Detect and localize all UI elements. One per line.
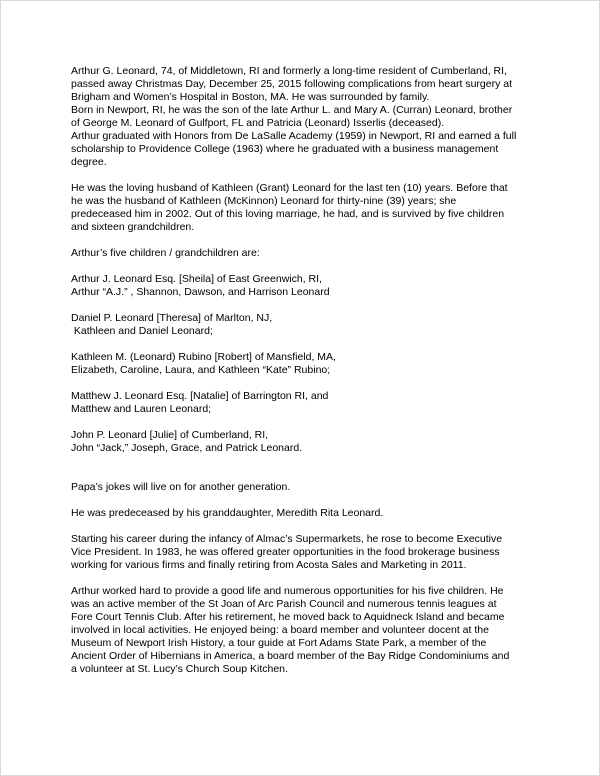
text-line: Arthur J. Leonard Esq. [Sheila] of East Greenwich, RI, [71, 273, 322, 285]
paragraph [71, 585, 553, 676]
paragraph [71, 65, 553, 169]
paragraph [71, 351, 553, 377]
text-line: passed away Christmas Day, December 25, 2015 following complications from heart surgery at [71, 78, 512, 90]
paragraph [71, 247, 553, 260]
text-line: John P. Leonard [Julie] of Cumberland, RI, [71, 429, 269, 441]
text-line: Born in Newport, RI, he was the son of the late Arthur L. and Mary A. (Curran) Leonard, brother [71, 104, 513, 116]
paragraph [71, 481, 553, 494]
text-line: Papa’s jokes will live on for another generation. [71, 481, 291, 493]
text-line: Daniel P. Leonard [Theresa] of Marlton, NJ, [71, 312, 273, 324]
text-line: John “Jack,” Joseph, Grace, and Patrick Leonard. [71, 442, 303, 454]
text-line: he was the husband of Kathleen (McKinnon) Leonard for thirty-nine (39) years; she [71, 195, 457, 207]
text-line: and sixteen grandchildren. [71, 221, 195, 233]
text-line: scholarship to Providence College (1963) where he graduated with a business management [71, 143, 499, 155]
text-line: Vice President. In 1983, he was offered greater opportunities in the food brokerage business [71, 546, 500, 558]
text-line: He was the loving husband of Kathleen (Grant) Leonard for the last ten (10) years. Before that [71, 182, 508, 194]
text-line: Kathleen and Daniel Leonard; [71, 325, 213, 337]
text-line: Elizabeth, Caroline, Laura, and Kathleen “Kate” Rubino; [71, 364, 331, 376]
text-line: Matthew and Lauren Leonard; [71, 403, 212, 415]
text-line: was an active member of the St Joan of Arc Parish Council and numerous tennis leagues at [71, 598, 497, 610]
text-line: Arthur “A.J.” , Shannon, Dawson, and Harrison Leonard [71, 286, 330, 298]
text-line: involved in local activities. He enjoyed being: a board member and volunteer docent at the [71, 624, 489, 636]
text-line: Museum of Newport Irish History, a tour guide at Fort Adams State Park, a member of the [71, 637, 487, 649]
text-line: Kathleen M. (Leonard) Rubino [Robert] of Mansfield, MA, [71, 351, 336, 363]
text-line: Arthur G. Leonard, 74, of Middletown, RI and formerly a long-time resident of Cumberland, RI, [71, 65, 507, 77]
text-line: Matthew J. Leonard Esq. [Natalie] of Barrington RI, and [71, 390, 329, 402]
text-line: Arthur graduated with Honors from De LaSalle Academy (1959) in Newport, RI and earned a full [71, 130, 517, 142]
paragraph [71, 507, 553, 520]
text-line: Brigham and Women’s Hospital in Boston, MA. He was surrounded by family. [71, 91, 430, 103]
paragraph [71, 182, 553, 234]
paragraph [71, 533, 553, 572]
paragraph [71, 390, 553, 416]
text-line: a volunteer at St. Lucy’s Church Soup Kitchen. [71, 663, 288, 675]
text-line: Starting his career during the infancy of Almac’s Supermarkets, he rose to become Executive [71, 533, 503, 545]
text-line: predeceased him in 2002. Out of this loving marriage, he had, and is survived by five children [71, 208, 505, 220]
text-line: Ancient Order of Hibernians in America, a board member of the Bay Ridge Condominiums and [71, 650, 510, 662]
text-line: Arthur worked hard to provide a good life and numerous opportunities for his five children. He [71, 585, 504, 597]
text-line: degree. [71, 156, 107, 168]
text-line: of George M. Leonard of Gulfport, FL and Patricia (Leonard) Isserlis (deceased). [71, 117, 445, 129]
paragraph [71, 429, 553, 455]
obituary-text-body [71, 65, 553, 676]
paragraph [71, 312, 553, 338]
text-line: Fore Court Tennis Club. After his retirement, he moved back to Aquidneck Island and became [71, 611, 505, 623]
text-line: He was predeceased by his granddaughter, Meredith Rita Leonard. [71, 507, 384, 519]
text-line: working for various firms and finally retiring from Acosta Sales and Marketing in 2011. [71, 559, 467, 571]
paragraph [71, 273, 553, 299]
text-line: Arthur’s five children / grandchildren are: [71, 247, 260, 259]
